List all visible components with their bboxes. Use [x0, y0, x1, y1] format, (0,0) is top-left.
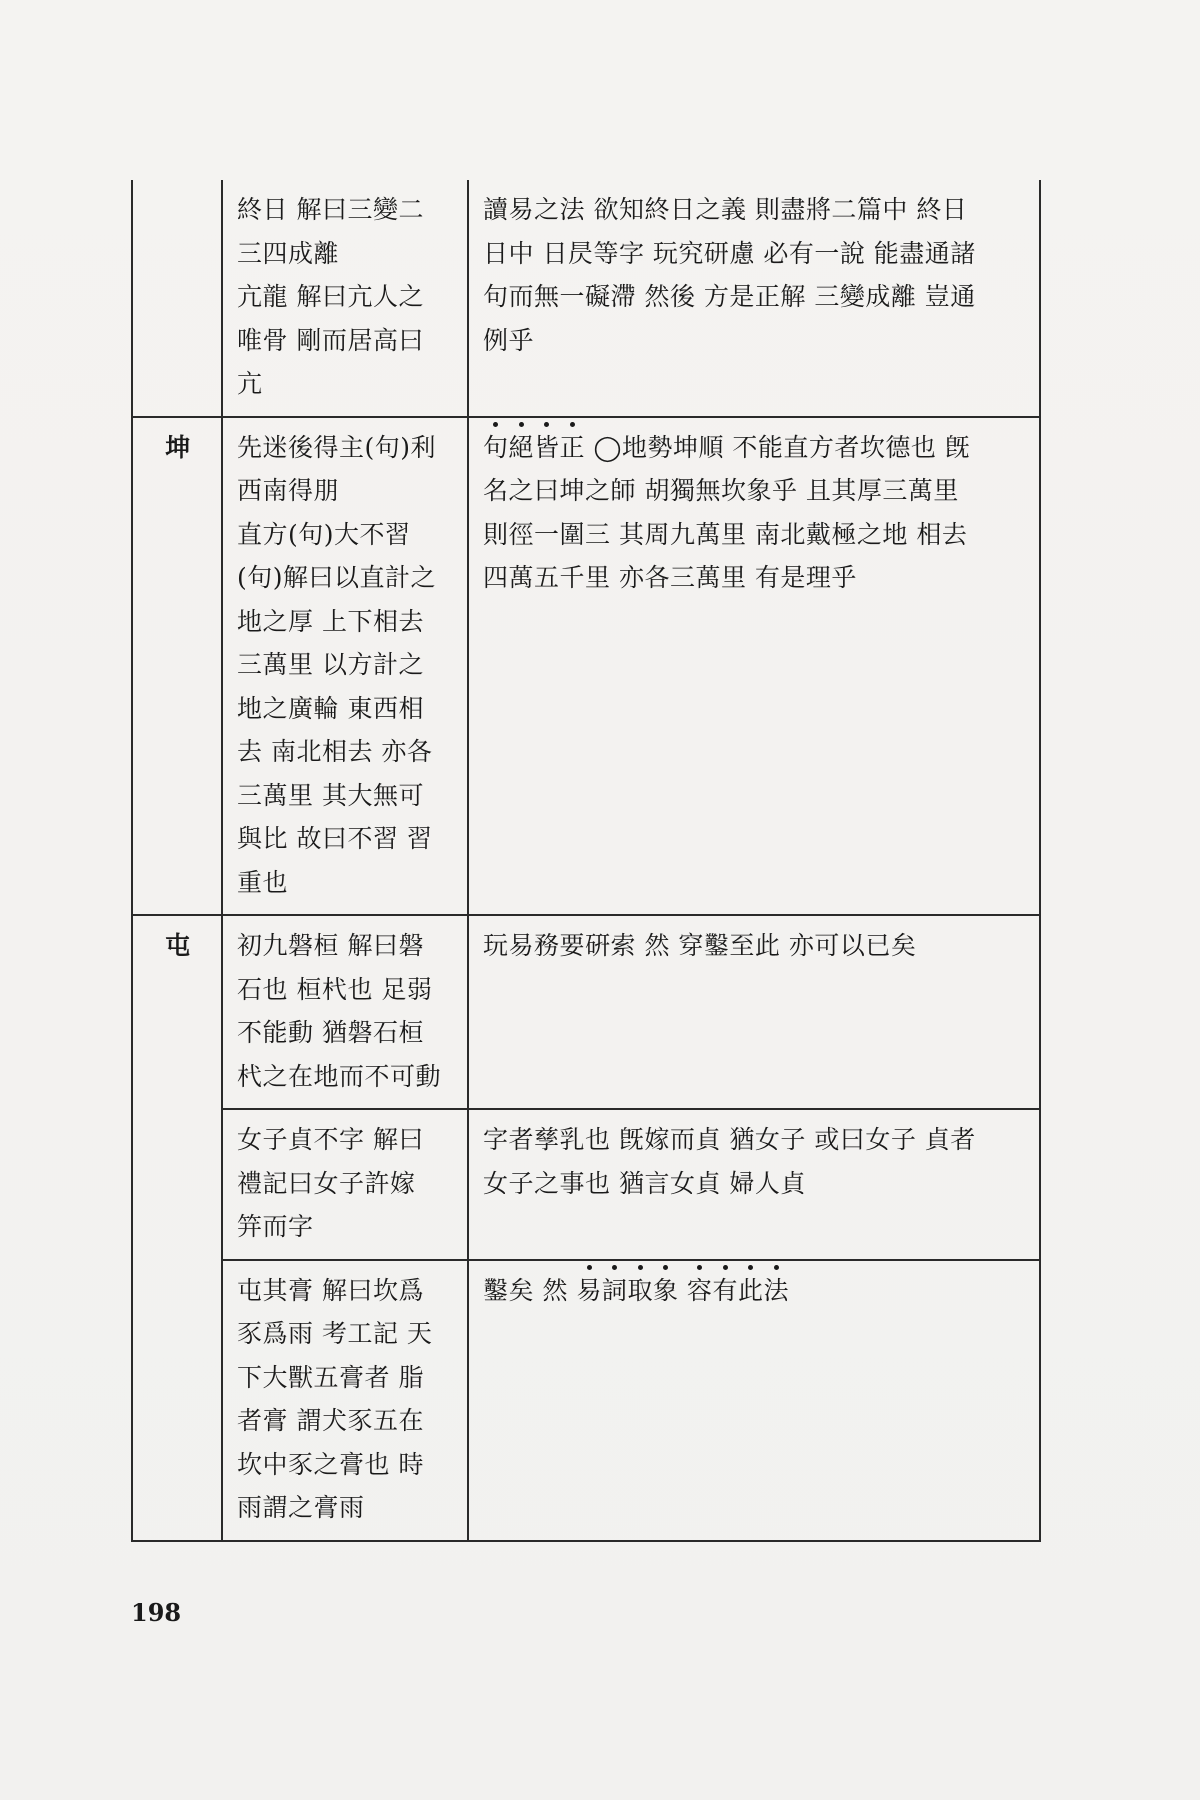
quote-line: 唯骨 剛而居高曰: [237, 325, 424, 355]
quote-line: 初九磐桓 解曰磐: [237, 931, 424, 960]
page-number: 198: [131, 1598, 182, 1627]
emphasis-mark: 容: [687, 1269, 713, 1313]
note-line: 四萬五千里 亦各三萬里 有是理乎: [483, 563, 857, 592]
quote-line: 重也: [237, 867, 289, 897]
emphasis-mark: 易: [576, 1269, 602, 1313]
commentary-table: [131, 180, 1041, 1542]
note-cell: [468, 417, 1040, 916]
note-line: 例乎: [483, 325, 535, 355]
emphasis-mark: 詞: [602, 1269, 628, 1313]
hexagram-cell: [132, 180, 222, 417]
note-line: 女子之事也 猶言女貞 婦人貞: [483, 1168, 806, 1198]
quote-cell: [222, 180, 468, 417]
emphasis-mark: 句: [483, 426, 509, 470]
hexagram-label: 坤: [165, 432, 191, 462]
note-cell: [468, 1260, 1040, 1541]
emphasis-mark: 此: [738, 1269, 764, 1313]
hexagram-cell: [132, 915, 222, 1109]
quote-line: 禮記曰女子許嫁: [237, 1168, 416, 1198]
quote-line: 三萬里 其大無可: [237, 780, 424, 810]
quote-line: 地之厚 上下相去: [237, 606, 424, 636]
quote-cell: [222, 1260, 468, 1541]
quote-line: 亢: [237, 369, 263, 398]
quote-line: 笄而字: [237, 1212, 314, 1241]
emphasis-mark: 象: [653, 1269, 679, 1313]
quote-line: 終日 解曰三變二: [237, 195, 424, 224]
quote-line: 豕爲雨 考工記 天: [237, 1319, 433, 1348]
table-row: [132, 1109, 1040, 1260]
quote-line: 雨謂之膏雨: [237, 1493, 365, 1522]
note-line: 玩易務要硏索 然 穿鑿至此 亦可以已矣: [483, 931, 917, 960]
note-line: 名之曰坤之師 胡獨無坎象乎 且其厚三萬里: [483, 476, 959, 505]
note-line: 句而無一礙滯 然後 方是正解 三變成離 豈通: [483, 282, 976, 311]
emphasis-mark: 絕: [509, 426, 535, 470]
note-line-rest: ◯地勢坤順 不能直方者坎德也 旣: [585, 432, 971, 462]
quote-line: 先迷後得主(句)利: [237, 432, 437, 462]
quote-line: 三四成離: [237, 238, 340, 268]
emphasis-mark: 正: [560, 426, 586, 470]
quote-line: 下大獸五膏者 脂: [237, 1362, 424, 1392]
note-line-lead: 鑿矣 然: [483, 1275, 577, 1305]
quote-line: 不能動 猶磐石桓: [237, 1018, 424, 1047]
quote-line: 石也 桓杙也 足弱: [237, 974, 433, 1004]
quote-line: 西南得朋: [237, 476, 340, 505]
quote-line: 杙之在地而不可動: [237, 1061, 442, 1091]
quote-line: 三萬里 以方計之: [237, 650, 424, 679]
quote-cell: [222, 417, 468, 916]
quote-line: 去 南北相去 亦各: [237, 737, 433, 766]
table-row: [132, 915, 1040, 1109]
hexagram-cell: [132, 1260, 222, 1541]
emphasis-mark: 法: [763, 1269, 789, 1313]
note-line: 讀易之法 欲知終日之義 則盡將二篇中 終日: [483, 195, 968, 224]
table-row: [132, 180, 1040, 417]
quote-line: 屯其膏 解曰坎爲: [237, 1275, 424, 1305]
hexagram-cell: [132, 417, 222, 916]
quote-cell: [222, 1109, 468, 1260]
hexagram-cell: [132, 1109, 222, 1260]
quote-cell: [222, 915, 468, 1109]
quote-line: 女子貞不字 解曰: [237, 1125, 424, 1154]
note-line: 字者孳乳也 旣嫁而貞 猶女子 或曰女子 貞者: [483, 1125, 976, 1154]
quote-line: 坎中豕之膏也 時: [237, 1449, 424, 1479]
note-cell: [468, 180, 1040, 417]
note-cell: [468, 915, 1040, 1109]
note-line-emphasized: [483, 426, 1027, 470]
quote-line: 與比 故曰不習 習: [237, 824, 433, 853]
note-cell: [468, 1109, 1040, 1260]
table-row: [132, 1260, 1040, 1541]
quote-line: 亢龍 解曰亢人之: [237, 282, 424, 311]
note-line: 則徑一圍三 其周九萬里 南北戴極之地 相去: [483, 519, 968, 549]
emphasis-mark: 皆: [534, 426, 560, 470]
note-line: 日中 日昃等字 玩究研慮 必有一說 能盡通諸: [483, 238, 976, 268]
quote-line: 地之廣輪 東西相: [237, 693, 424, 723]
emphasis-mark: 有: [712, 1269, 738, 1313]
hexagram-label: 屯: [165, 931, 191, 960]
note-line-emphasized: [483, 1269, 1027, 1313]
quote-line: (句)解曰以直計之: [237, 563, 437, 592]
table-row: [132, 417, 1040, 916]
emphasis-mark: 取: [627, 1269, 653, 1313]
quote-line: 直方(句)大不習: [237, 519, 411, 549]
quote-line: 者膏 謂犬豕五在: [237, 1406, 424, 1435]
